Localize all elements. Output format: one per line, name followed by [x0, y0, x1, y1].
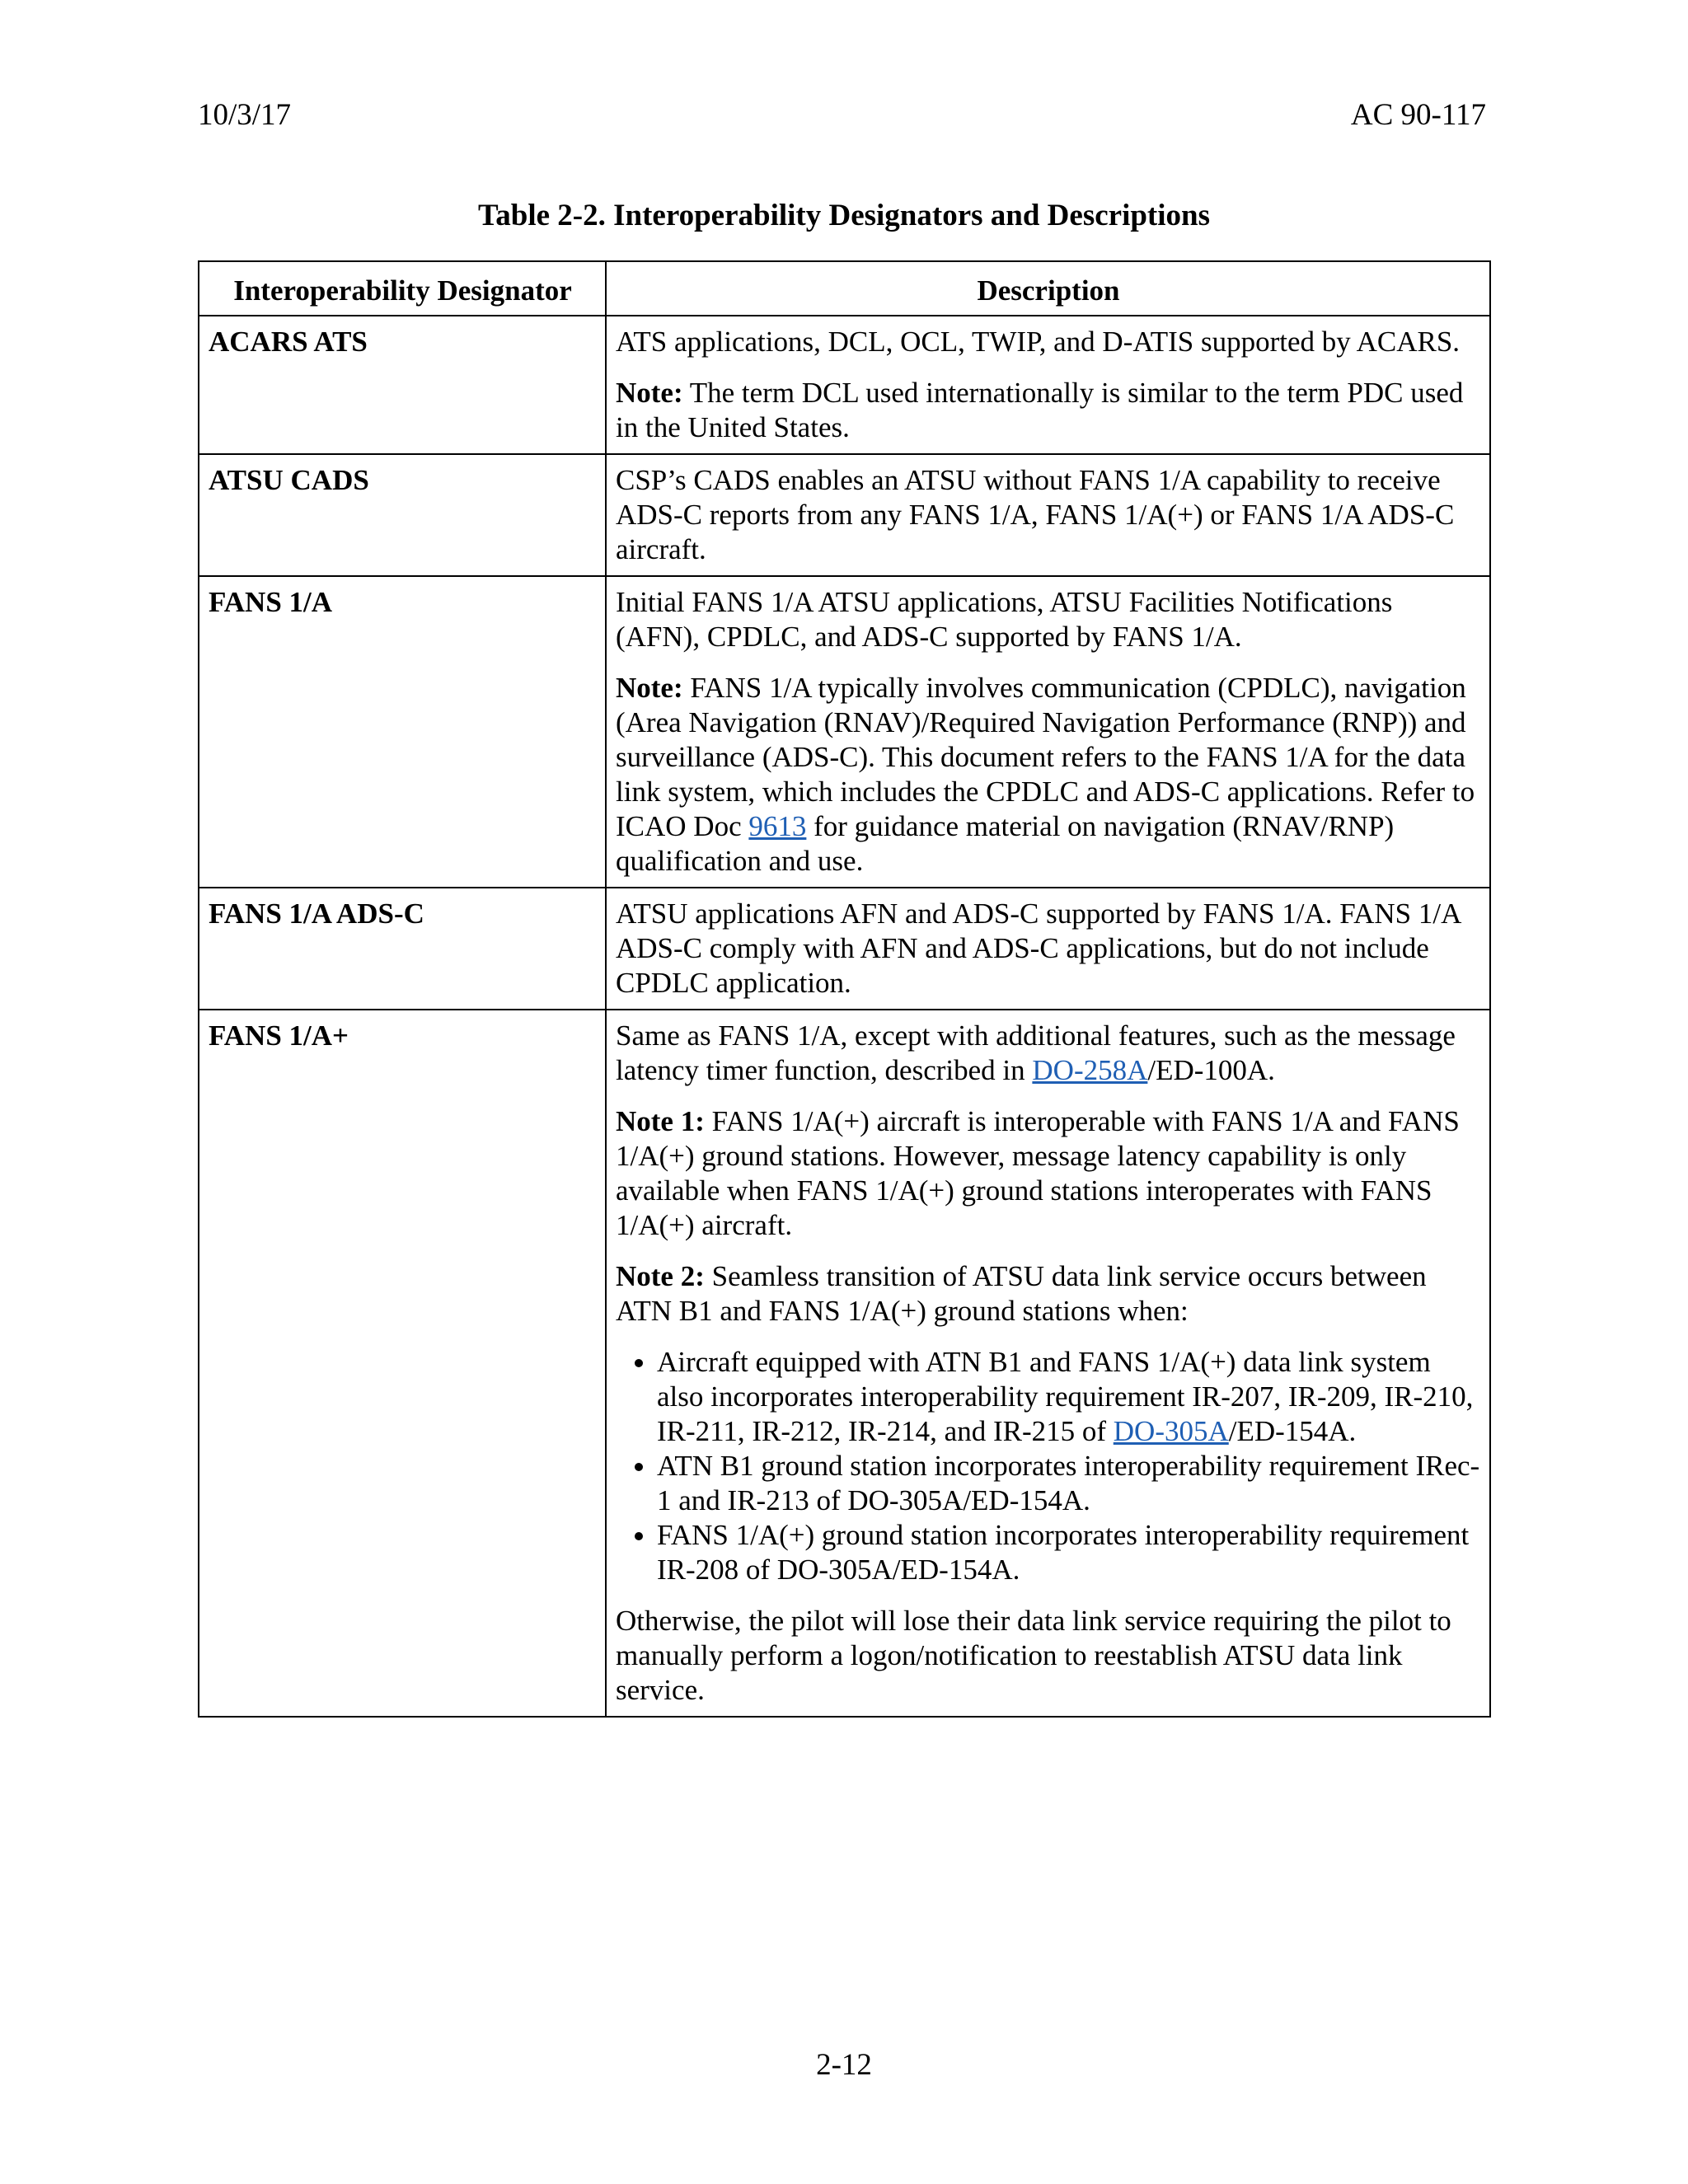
table-row: [199, 454, 1490, 576]
description-text: CSP’s CADS enables an ATSU without FANS 1/A capability to receive ADS-C reports from any FANS 1/A, FANS 1/A(+) or FANS 1/A ADS-C aircraft.: [616, 464, 1455, 565]
note-label: Note:: [616, 377, 683, 409]
note-text: for guidance material on navigation (RNAV/RNP) qualification and use.: [616, 810, 1395, 877]
note-text: FANS 1/A(+) aircraft is interoperable with FANS 1/A and FANS 1/A(+) ground stations. However, message latency capability is only available when FANS 1/A(+) ground stations interoperates with FANS 1/A(+) aircraft.: [616, 1105, 1460, 1241]
table-row: [199, 316, 1490, 454]
description-text-part: /ED-100A.: [1147, 1054, 1275, 1086]
list-item: [657, 1345, 1481, 1449]
page-number: 2-12: [816, 2048, 872, 2082]
description-text-part: Same as FANS 1/A, except with additional features, such as the message latency timer function, described in: [616, 1019, 1456, 1086]
icao-doc-link[interactable]: 9613: [748, 810, 807, 842]
note: [616, 376, 1481, 445]
note-text: The term DCL used internationally is similar to the term PDC used in the United States.: [616, 377, 1464, 443]
table-row: [199, 1010, 1490, 1717]
note-label: Note 2:: [616, 1260, 705, 1292]
header-date: 10/3/17: [198, 98, 292, 132]
do-305a-link[interactable]: DO-305A: [1113, 1415, 1229, 1447]
description-cell: [606, 1010, 1490, 1717]
do-258a-link[interactable]: DO-258A: [1032, 1054, 1148, 1086]
description-text: ATS applications, DCL, OCL, TWIP, and D-ATIS supported by ACARS.: [616, 326, 1461, 358]
designator-cell: ACARS ATS: [199, 316, 606, 454]
list-item: • FANS 1/A(+) ground station incorporates interoperability requirement IR-208 of DO-305A/ED-154A.: [657, 1518, 1481, 1587]
description-cell: [606, 454, 1490, 576]
list-item-text: Aircraft equipped with ATN B1 and FANS 1/A(+) data link system also incorporates interoperability requirement IR-207, IR-209, IR-210, IR-211, IR-212, IR-214, and IR-215 of: [657, 1346, 1474, 1447]
table-row: [199, 576, 1490, 888]
note-text: FANS 1/A typically involves communication (CPDLC), navigation (Area Navigation (RNAV)/Required Navigation Performance (RNP)) and surveillance (ADS-C). This document refers to the FANS 1/A for the data link system, which includes the CPDLC and ADS-C applications. Refer to ICAO Doc: [616, 672, 1475, 842]
column-header-description: Description: [606, 261, 1490, 316]
description-text: [616, 1019, 1481, 1088]
description-cell: [606, 576, 1490, 888]
note-1: [616, 1104, 1481, 1243]
note: [616, 671, 1481, 879]
description-text: Initial FANS 1/A ATSU applications, ATSU Facilities Notifications (AFN), CPDLC, and ADS-C supported by FANS 1/A.: [616, 586, 1393, 653]
designator-cell: FANS 1/A ADS-C: [199, 888, 606, 1010]
list-item-text: /ED-154A.: [1228, 1415, 1357, 1447]
note-label: Note 1:: [616, 1105, 705, 1137]
note-label: Note:: [616, 672, 683, 704]
designator-cell: ATSU CADS: [199, 454, 606, 576]
column-header-designator: Interoperability Designator: [199, 261, 606, 316]
table-title: Table 2-2. Interoperability Designators and Descriptions: [477, 199, 1211, 232]
conditions-list: [616, 1345, 1481, 1587]
closing-text: Otherwise, the pilot will lose their data link service requiring the pilot to manually perform a logon/notification to reestablish ATSU data link service.: [616, 1605, 1451, 1706]
table-header-row: [199, 261, 1490, 316]
description-cell: [606, 316, 1490, 454]
list-item: • ATN B1 ground station incorporates interoperability requirement IRec-1 and IR-213 of DO-305A/ED-154A.: [657, 1449, 1481, 1518]
designator-cell: FANS 1/A+: [199, 1010, 606, 1717]
table-row: [199, 888, 1490, 1010]
header-doc-id: AC 90-117: [1350, 98, 1486, 132]
interoperability-table: [198, 260, 1491, 1718]
note-text: Seamless transition of ATSU data link service occurs between ATN B1 and FANS 1/A(+) ground stations when:: [616, 1260, 1427, 1327]
description-text: ATSU applications AFN and ADS-C supported by FANS 1/A. FANS 1/A ADS-C comply with AFN and ADS-C applications, but do not include CPDLC application.: [616, 898, 1461, 999]
designator-cell: FANS 1/A: [199, 576, 606, 888]
note-2: [616, 1259, 1481, 1329]
description-cell: [606, 888, 1490, 1010]
